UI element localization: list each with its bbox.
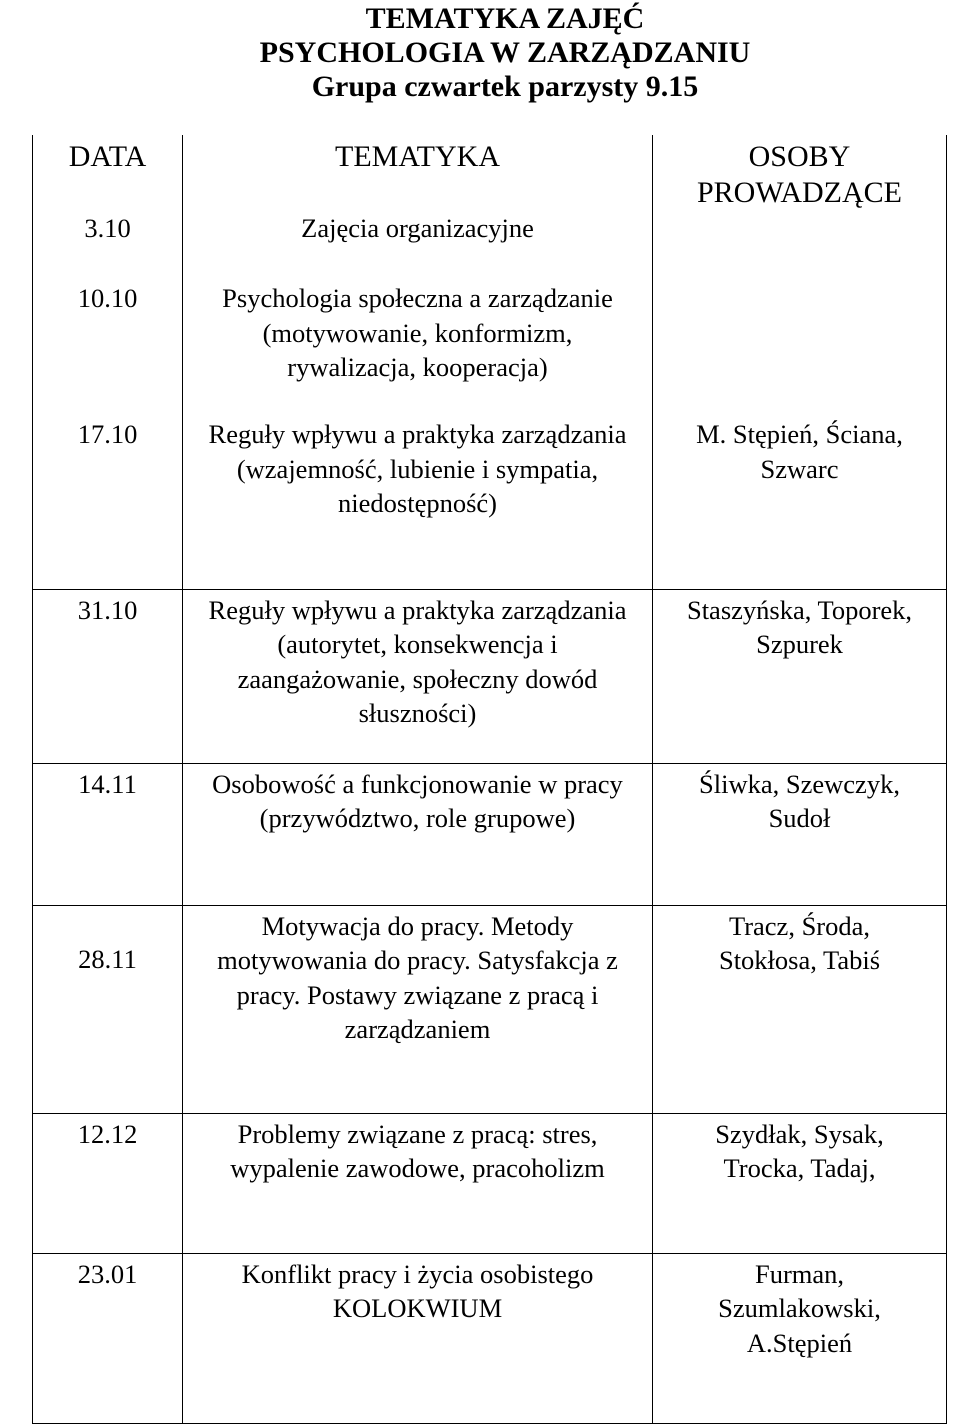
table-row <box>33 589 947 763</box>
row-people: Tracz, Środa, Stokłosa, Tabiś <box>653 905 947 1113</box>
row-date: 10.10 <box>33 281 183 417</box>
row-date: 17.10 <box>33 417 183 589</box>
row-date: 3.10 <box>33 211 183 281</box>
row-topic: Konflikt pracy i życia osobistego KOLOKWIUM <box>183 1253 653 1423</box>
column-header-date: DATA <box>33 135 183 211</box>
row-topic: Problemy związane z pracą: stres, wypalenie zawodowe, pracoholizm <box>183 1113 653 1253</box>
header-subject: PSYCHOLOGIA W ZARZĄDZANIU <box>259 36 751 69</box>
row-date: 14.11 <box>33 763 183 905</box>
row-people: Szydłak, Sysak, Trocka, Tadaj, <box>653 1113 947 1253</box>
table-row <box>33 1253 947 1423</box>
row-people: Furman, Szumlakowski, A.Stępień <box>653 1253 947 1423</box>
table-row <box>33 281 947 417</box>
row-topic: Reguły wpływu a praktyka zarządzania (wzajemność, lubienie i sympatia, niedostępność) <box>183 417 653 589</box>
table-row <box>33 417 947 589</box>
row-date: 28.11 <box>33 905 183 1113</box>
column-header-people: OSOBY PROWADZĄCE <box>653 135 947 211</box>
table-header-row <box>33 135 947 211</box>
row-people: Staszyńska, Toporek, Szpurek <box>653 589 947 763</box>
header-title: TEMATYKA ZAJĘĆ <box>365 2 645 35</box>
row-people: M. Stępień, Ściana, Szwarc <box>653 417 947 589</box>
row-people <box>653 211 947 281</box>
row-date: 23.01 <box>33 1253 183 1423</box>
header-group: Grupa czwartek parzysty 9.15 <box>311 70 699 103</box>
table-row <box>33 763 947 905</box>
column-header-topic: TEMATYKA <box>183 135 653 211</box>
table-row <box>33 211 947 281</box>
schedule-table <box>32 135 947 1424</box>
row-topic: Osobowość a funkcjonowanie w pracy (przywództwo, role grupowe) <box>183 763 653 905</box>
row-people: Śliwka, Szewczyk, Sudoł <box>653 763 947 905</box>
table-row <box>33 905 947 1113</box>
row-topic: Psychologia społeczna a zarządzanie (motywowanie, konformizm, rywalizacja, kooperacja) <box>183 281 653 417</box>
row-date: 12.12 <box>33 1113 183 1253</box>
row-people <box>653 281 947 417</box>
row-topic: Zajęcia organizacyjne <box>183 211 653 281</box>
row-topic: Reguły wpływu a praktyka zarządzania (autorytet, konsekwencja i zaangażowanie, społeczny dowód słuszności) <box>183 589 653 763</box>
row-date: 31.10 <box>33 589 183 763</box>
row-topic: Motywacja do pracy. Metody motywowania do pracy. Satysfakcja z pracy. Postawy związane z pracą i zarządzaniem <box>183 905 653 1113</box>
document-header <box>0 2 960 104</box>
table-row <box>33 1113 947 1253</box>
